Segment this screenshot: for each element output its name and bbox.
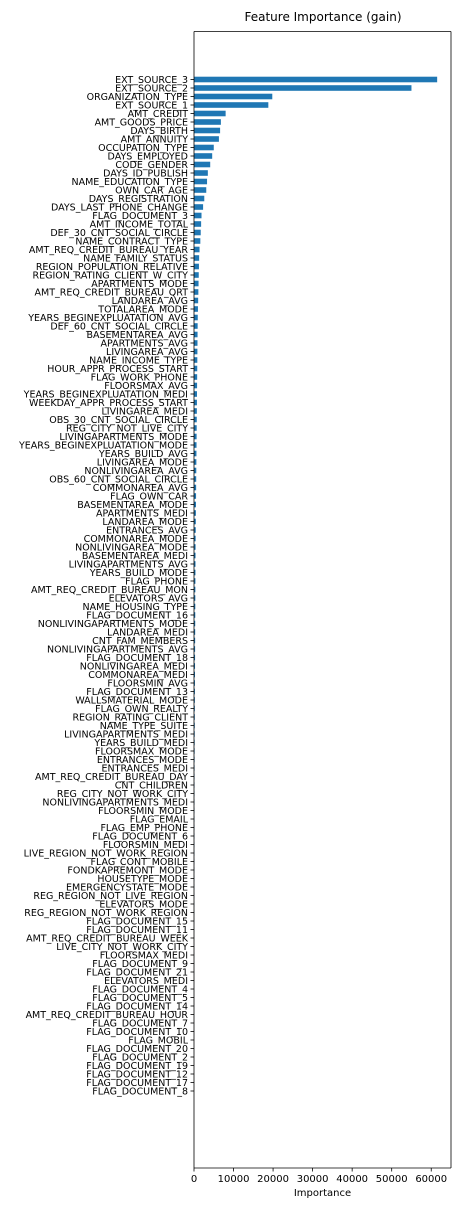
bar-landarea-avg xyxy=(194,298,198,304)
y-tick-label: OBS_30_CNT_SOCIAL_CIRCLE xyxy=(49,414,188,426)
bar-amt-credit xyxy=(194,111,226,117)
y-tick-label: OCCUPATION_TYPE xyxy=(98,142,188,154)
bar-livingarea-medi xyxy=(194,408,197,414)
x-tick-label: 20000 xyxy=(257,1174,289,1185)
axes-frame xyxy=(194,32,451,1169)
y-tick-label: FLAG_EMAIL xyxy=(129,814,188,826)
y-tick-label: AMT_REQ_CREDIT_BUREAU_MON xyxy=(30,584,188,596)
bar-name-family-status xyxy=(194,255,199,261)
bar-ext-source-1 xyxy=(194,102,268,108)
y-tick-label: AMT_REQ_CREDIT_BUREAU_DAY xyxy=(35,771,188,783)
y-tick-label: ELEVATORS_MEDI xyxy=(104,975,188,987)
y-tick-label: FLAG_DOCUMENT_14 xyxy=(86,1001,188,1013)
y-tick-label: FONDKAPREMONT_MODE xyxy=(67,865,188,877)
bar-totalarea-mode xyxy=(194,306,198,312)
bar-years-beginexpluatation-avg xyxy=(194,315,198,321)
y-tick-label: FLAG_DOCUMENT_2 xyxy=(92,1052,188,1064)
y-tick-label: LIVE_CITY_NOT_WORK_CITY xyxy=(56,941,188,953)
y-tick-label: OWN_CAR_AGE xyxy=(115,185,188,197)
y-tick-label: FLOORSMIN_MODE xyxy=(98,805,188,817)
bar-days-registration xyxy=(194,196,204,202)
y-tick-label: APARTMENTS_MEDI xyxy=(95,508,188,520)
y-tick-label: COMMONAREA_MODE xyxy=(83,533,188,545)
y-tick-label: LIVE_REGION_NOT_WORK_REGION xyxy=(23,848,188,860)
bar-hour-appr-process-start xyxy=(194,366,197,372)
bar-region-population-relative xyxy=(194,264,199,270)
y-tick-label: FLAG_MOBIL xyxy=(128,1035,188,1047)
y-tick-label: YEARS_BEGINEXPLUATATION_MEDI xyxy=(23,389,188,401)
y-tick-label: FLAG_DOCUMENT_10 xyxy=(86,1026,188,1038)
y-tick-label: FLAG_DOCUMENT_16 xyxy=(86,610,188,622)
bar-apartments-avg xyxy=(194,340,197,346)
y-tick-label: NONLIVINGAPARTMENTS_MEDI xyxy=(42,797,188,809)
y-tick-label: NAME_EDUCATION_TYPE xyxy=(71,176,188,188)
y-tick-label: NONLIVINGAREA_MEDI xyxy=(79,661,188,673)
bar-reg-city-not-live-city xyxy=(194,425,197,431)
y-tick-label: FLAG_DOCUMENT_18 xyxy=(86,652,188,664)
y-tick-label: AMT_REQ_CREDIT_BUREAU_YEAR xyxy=(28,244,188,256)
bar-weekday-appr-process-start xyxy=(194,400,197,406)
y-tick-label: FLOORSMAX_MEDI xyxy=(99,950,188,962)
y-tick-label: REG_CITY_NOT_WORK_CITY xyxy=(56,788,188,800)
y-tick-label: FLAG_CONT_MOBILE xyxy=(90,856,188,868)
y-tick-label: ELEVATORS_MODE xyxy=(99,899,188,911)
y-tick-label: ORGANIZATION_TYPE xyxy=(86,91,188,103)
y-tick-label: YEARS_BEGINEXPLUATATION_AVG xyxy=(28,312,188,324)
bar-basementarea-avg xyxy=(194,332,198,338)
bar-region-rating-client-w-city xyxy=(194,272,199,278)
bar-obs-30-cnt-social-circle xyxy=(194,417,197,423)
y-tick-label: LIVINGAPARTMENTS_MEDI xyxy=(64,729,188,741)
y-tick-label: FLAG_DOCUMENT_6 xyxy=(92,831,188,843)
y-tick-label: ENTRANCES_MODE xyxy=(96,754,188,766)
y-tick-label: NONLIVINGAREA_MODE xyxy=(75,542,188,554)
y-tick-label: FLAG_DOCUMENT_4 xyxy=(92,984,188,996)
y-tick-label: AMT_REQ_CREDIT_BUREAU_QRT xyxy=(34,287,188,299)
y-tick-labels-group xyxy=(18,75,194,1098)
y-tick-label: FLAG_DOCUMENT_11 xyxy=(86,924,188,936)
bar-def-60-cnt-social-circle xyxy=(194,323,198,329)
y-tick-label: DAYS_LAST_PHONE_CHANGE xyxy=(50,202,188,214)
x-tick-label: 40000 xyxy=(336,1174,369,1185)
y-tick-label: NAME_HOUSING_TYPE xyxy=(82,601,188,613)
bar-name-contract-type xyxy=(194,238,200,244)
chart-title: Feature Importance (gain) xyxy=(244,10,402,24)
y-tick-label: AMT_REQ_CREDIT_BUREAU_WEEK xyxy=(26,933,188,945)
y-tick-label: NAME_TYPE_SUITE xyxy=(99,720,188,732)
y-tick-label: TOTALAREA_MODE xyxy=(98,304,188,316)
y-tick-label: HOUSETYPE_MODE xyxy=(97,873,188,885)
y-tick-label: CNT_CHILDREN xyxy=(114,780,188,792)
bar-organization-type xyxy=(194,94,272,100)
y-tick-label: OBS_60_CNT_SOCIAL_CIRCLE xyxy=(49,474,188,486)
y-tick-label: NONLIVINGAPARTMENTS_AVG xyxy=(46,644,188,656)
y-tick-label: NAME_CONTRACT_TYPE xyxy=(75,236,188,248)
x-tick-label: 10000 xyxy=(217,1174,250,1185)
x-tick-label: 0 xyxy=(190,1174,198,1185)
y-tick-label: FLAG_WORK_PHONE xyxy=(90,372,188,384)
y-tick-label: DAYS_BIRTH xyxy=(130,125,188,137)
bar-days-birth xyxy=(194,128,220,134)
bar-def-30-cnt-social-circle xyxy=(194,230,201,236)
y-tick-label: AMT_INCOME_TOTAL xyxy=(89,219,188,231)
y-tick-label: FLOORSMIN_AVG xyxy=(107,678,188,690)
y-tick-label: YEARS_BUILD_AVG xyxy=(98,448,188,460)
bar-flag-work-phone xyxy=(194,374,197,380)
y-tick-label: FLAG_DOCUMENT_7 xyxy=(92,1018,188,1030)
y-tick-label: AMT_ANNUITY xyxy=(120,134,188,146)
y-tick-label: NONLIVINGAREA_AVG xyxy=(84,465,188,477)
y-tick-label: ENTRANCES_MEDI xyxy=(101,763,188,775)
y-tick-label: EXT_SOURCE_1 xyxy=(115,100,188,112)
y-tick-label: BASEMENTAREA_MODE xyxy=(77,499,188,511)
bar-years-beginexpluatation-medi xyxy=(194,391,197,397)
y-tick-label: LIVINGAREA_MEDI xyxy=(101,406,188,418)
y-tick-label: DAYS_REGISTRATION xyxy=(88,193,188,205)
bar-name-income-type xyxy=(194,357,197,363)
y-tick-label: FLAG_DOCUMENT_13 xyxy=(86,686,188,698)
y-tick-label: FLAG_OWN_CAR xyxy=(110,491,188,503)
y-tick-label: APARTMENTS_AVG xyxy=(100,338,188,350)
y-tick-label: EXT_SOURCE_2 xyxy=(115,83,188,95)
y-tick-label: DAYS_EMPLOYED xyxy=(107,151,188,163)
y-tick-label: FLAG_EMP_PHONE xyxy=(100,822,188,834)
y-tick-label: REGION_RATING_CLIENT xyxy=(72,712,188,724)
x-tick-label: 60000 xyxy=(415,1174,448,1185)
y-tick-label: FLAG_PHONE xyxy=(125,576,188,588)
y-tick-label: EXT_SOURCE_3 xyxy=(115,74,188,86)
y-tick-label: FLAG_DOCUMENT_5 xyxy=(92,992,188,1004)
bar-occupation-type xyxy=(194,145,214,151)
y-tick-label: LANDAREA_MODE xyxy=(102,516,188,528)
y-tick-label: AMT_REQ_CREDIT_BUREAU_HOUR xyxy=(25,1009,188,1021)
bar-floorsmax-avg xyxy=(194,383,197,389)
y-tick-label: NAME_FAMILY_STATUS xyxy=(83,253,188,265)
y-tick-label: WEEKDAY_APPR_PROCESS_START xyxy=(29,397,188,409)
y-tick-label: COMMONAREA_AVG xyxy=(92,482,188,494)
bar-own-car-age xyxy=(194,187,206,193)
y-tick-label: FLAG_DOCUMENT_17 xyxy=(86,1077,188,1089)
y-tick-label: FLAG_DOCUMENT_9 xyxy=(92,958,188,970)
y-tick-label: LIVINGAPARTMENTS_MODE xyxy=(59,431,188,443)
y-tick-label: FLOORSMIN_MEDI xyxy=(102,839,188,851)
y-tick-label: APARTMENTS_MODE xyxy=(91,278,188,290)
bar-amt-income-total xyxy=(194,221,201,227)
y-tick-label: DEF_30_CNT_SOCIAL_CIRCLE xyxy=(50,227,188,239)
bar-days-employed xyxy=(194,153,212,159)
bar-name-education-type xyxy=(194,179,207,185)
y-tick-label: ELEVATORS_AVG xyxy=(108,593,188,605)
y-tick-label: FLOORSMAX_MODE xyxy=(95,746,188,758)
bar-ext-source-2 xyxy=(194,85,411,91)
x-tick-label: 50000 xyxy=(375,1174,408,1185)
y-tick-label: FLAG_DOCUMENT_21 xyxy=(86,967,188,979)
y-tick-label: REG_CITY_NOT_LIVE_CITY xyxy=(65,423,188,435)
y-tick-label: HOUR_APPR_PROCESS_START xyxy=(47,363,188,375)
bar-days-last-phone-change xyxy=(194,204,203,210)
y-tick-label: WALLSMATERIAL_MODE xyxy=(75,695,188,707)
y-tick-label: FLAG_DOCUMENT_12 xyxy=(86,1069,188,1081)
y-tick-label: COMMONAREA_MEDI xyxy=(88,669,188,681)
y-tick-label: LIVINGAREA_AVG xyxy=(106,346,188,358)
y-tick-label: FLAG_DOCUMENT_3 xyxy=(92,210,188,222)
y-tick-label: LIVINGAREA_MODE xyxy=(96,457,188,469)
bar-days-id-publish xyxy=(194,170,208,176)
y-tick-label: NAME_INCOME_TYPE xyxy=(89,355,188,367)
x-tick-label: 30000 xyxy=(296,1174,329,1185)
y-tick-label: EMERGENCYSTATE_MODE xyxy=(66,882,188,894)
y-tick-label: ENTRANCES_AVG xyxy=(106,525,188,537)
bar-amt-goods-price xyxy=(194,119,221,125)
y-tick-label: FLAG_DOCUMENT_19 xyxy=(86,1060,188,1072)
bars-group xyxy=(194,77,437,1035)
y-tick-label: DEF_60_CNT_SOCIAL_CIRCLE xyxy=(50,321,188,333)
x-axis-title: Importance xyxy=(293,1188,352,1199)
y-tick-label: LIVINGAPARTMENTS_AVG xyxy=(68,559,188,571)
y-tick-label: REGION_RATING_CLIENT_W_CITY xyxy=(32,270,188,282)
y-tick-label: DAYS_ID_PUBLISH xyxy=(103,168,188,180)
y-tick-label: AMT_CREDIT xyxy=(127,108,188,120)
y-tick-label: FLAG_OWN_REALTY xyxy=(95,703,188,715)
y-tick-label: YEARS_BUILD_MEDI xyxy=(94,737,188,749)
y-tick-label: FLAG_DOCUMENT_20 xyxy=(86,1043,188,1055)
bar-flag-document-3 xyxy=(194,213,202,219)
y-tick-label: REG_REGION_NOT_LIVE_REGION xyxy=(33,890,188,902)
y-tick-label: CODE_GENDER xyxy=(115,159,188,171)
bar-amt-annuity xyxy=(194,136,219,142)
y-tick-label: FLOORSMAX_AVG xyxy=(104,380,188,392)
bar-amt-req-credit-bureau-qrt xyxy=(194,289,198,295)
x-ticks-group xyxy=(191,1168,447,1185)
y-tick-label: YEARS_BUILD_MODE xyxy=(89,567,188,579)
y-tick-label: YEARS_BEGINEXPLUATATION_MODE xyxy=(18,440,188,452)
y-tick-label: NONLIVINGAPARTMENTS_MODE xyxy=(37,618,188,630)
y-tick-label: FLAG_DOCUMENT_8 xyxy=(92,1086,188,1098)
y-tick-label: BASEMENTAREA_AVG xyxy=(86,329,188,341)
y-tick-label: CNT_FAM_MEMBERS xyxy=(92,635,188,647)
y-tick-label: REGION_POPULATION_RELATIVE xyxy=(35,261,188,273)
y-tick-label: FLAG_DOCUMENT_15 xyxy=(86,916,188,928)
y-tick-label: LANDAREA_AVG xyxy=(111,295,188,307)
y-tick-label: AMT_GOODS_PRICE xyxy=(94,117,188,129)
bar-livingarea-avg xyxy=(194,349,197,355)
bar-ext-source-3 xyxy=(194,77,437,83)
bar-amt-req-credit-bureau-year xyxy=(194,247,200,253)
y-tick-label: BASEMENTAREA_MEDI xyxy=(81,550,188,562)
y-tick-label: REG_REGION_NOT_WORK_REGION xyxy=(24,907,188,919)
bar-code-gender xyxy=(194,162,210,168)
y-tick-label: LANDAREA_MEDI xyxy=(107,627,188,639)
bar-apartments-mode xyxy=(194,281,199,287)
